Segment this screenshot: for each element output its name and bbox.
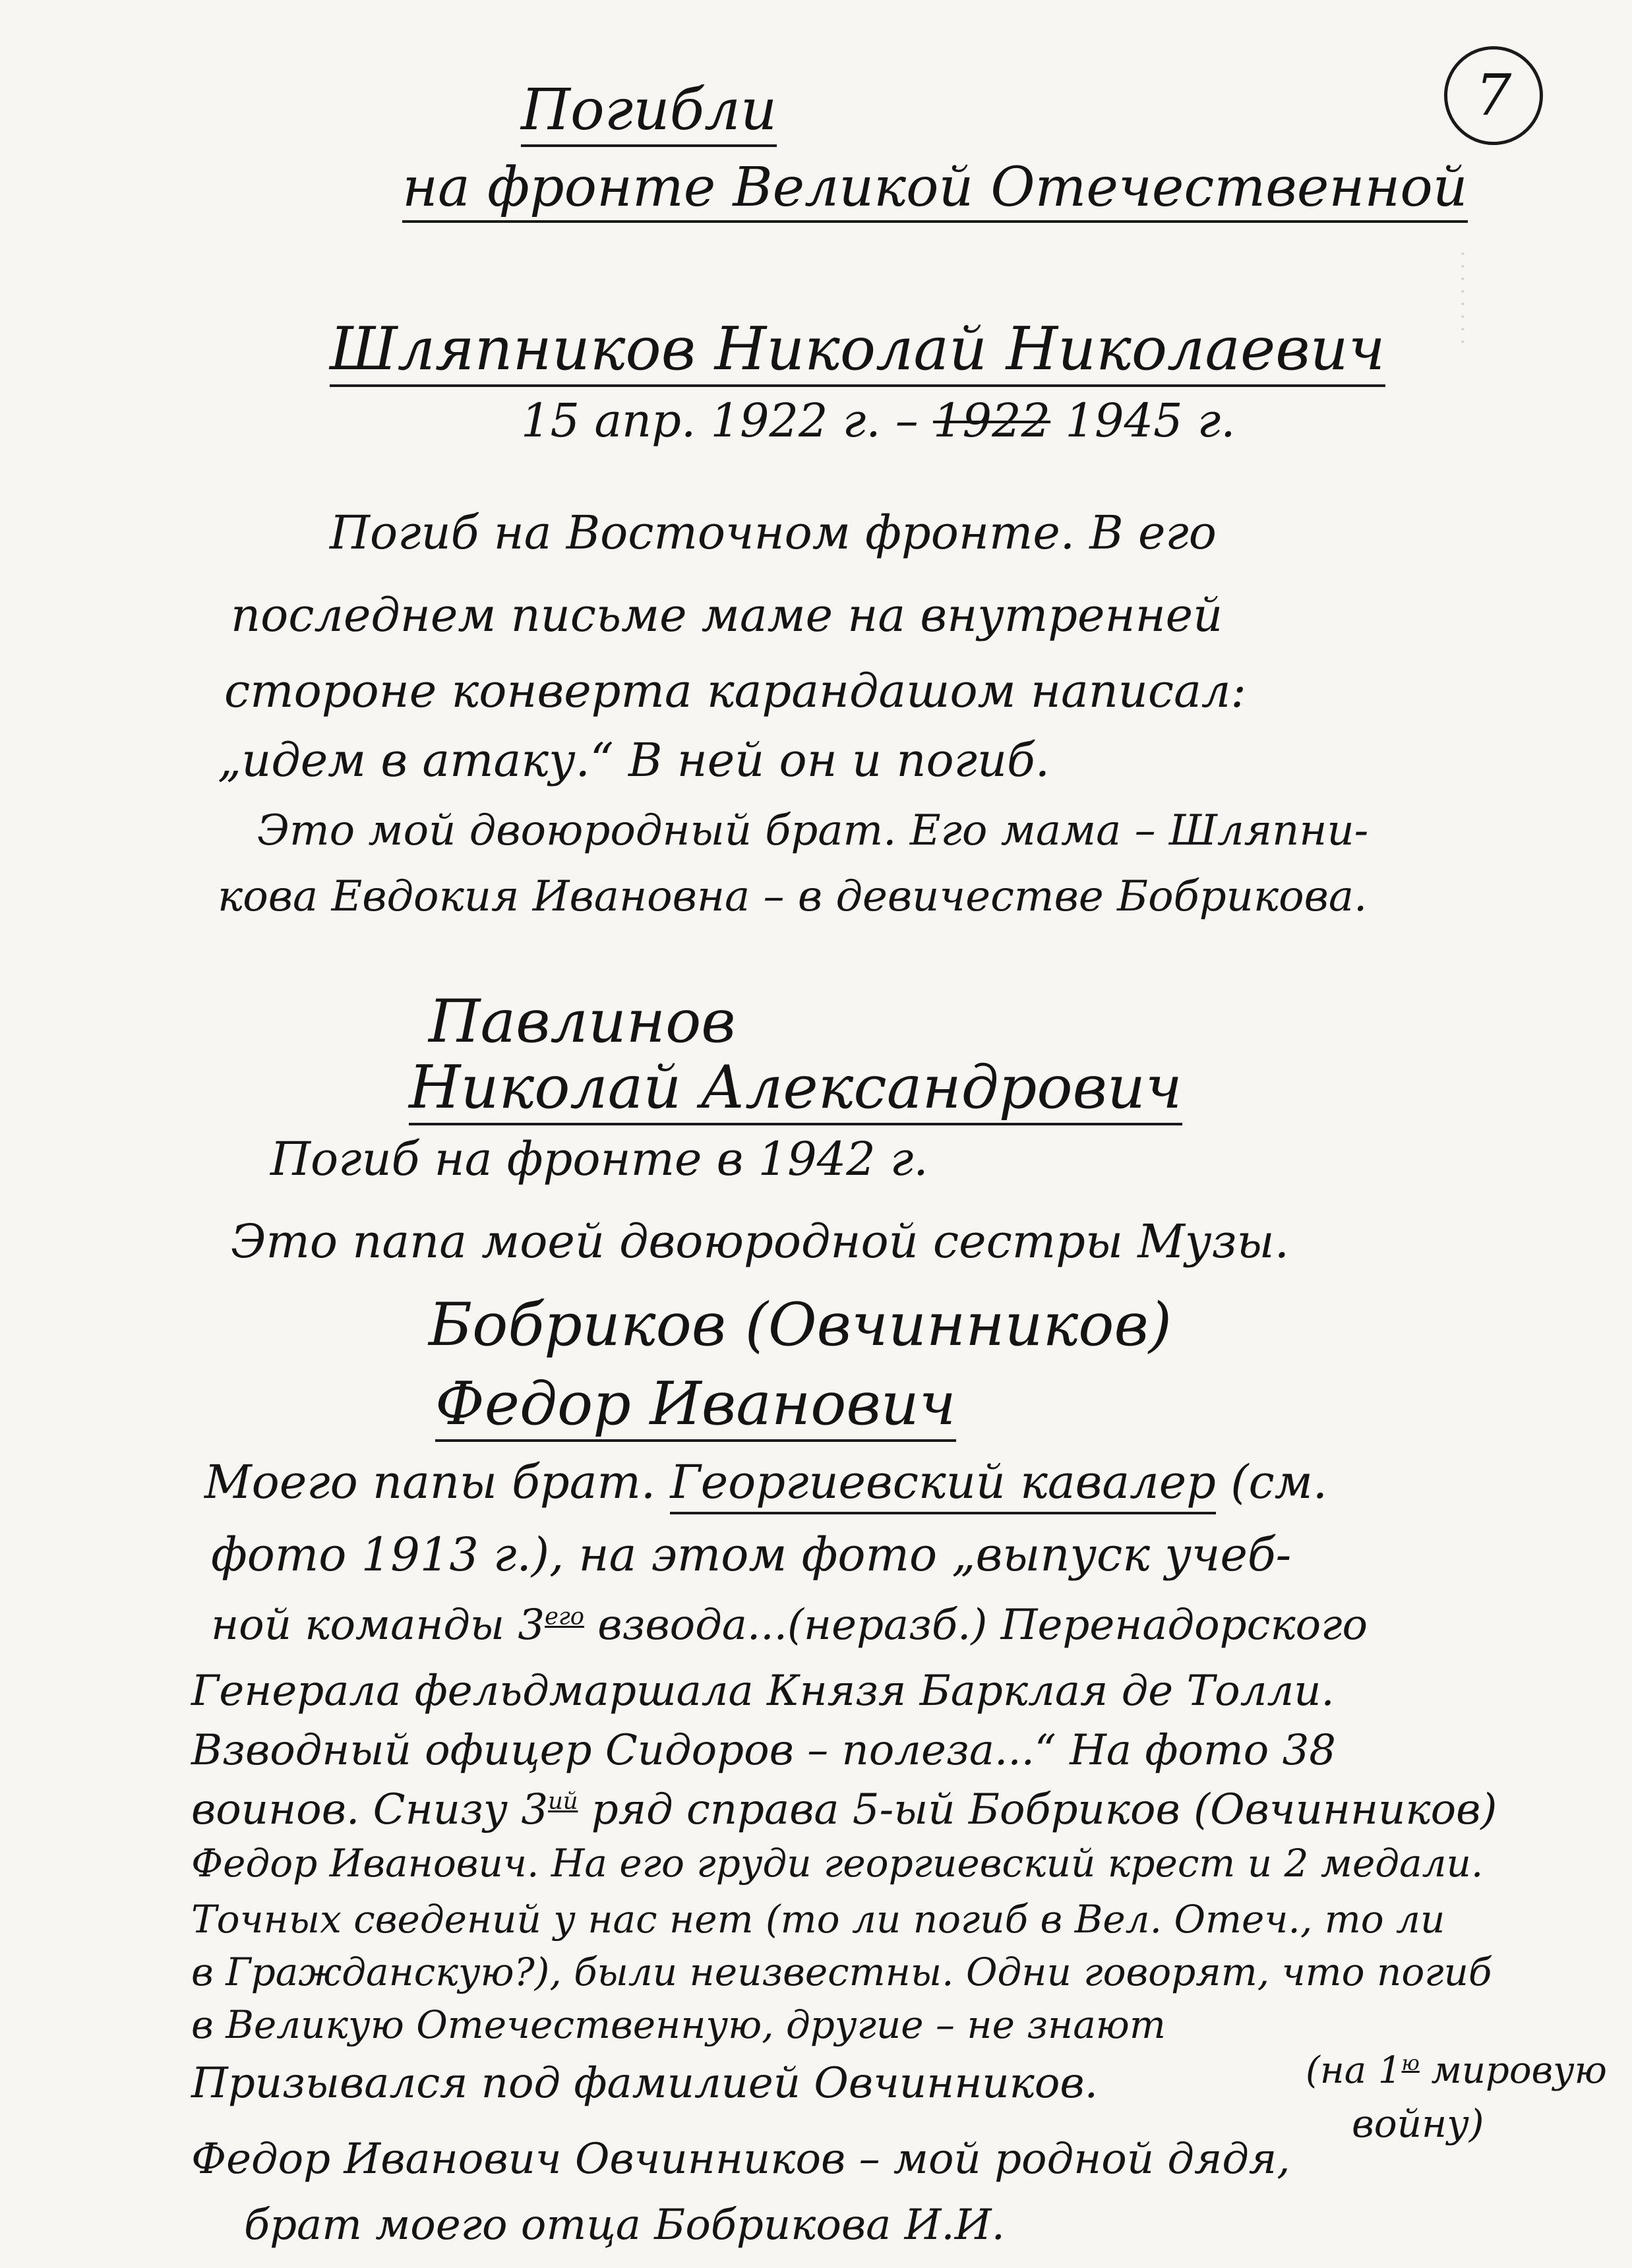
entry-line: Погиб на фронте в 1942 г. (270, 1132, 928, 1186)
line-text: воинов. Снизу 3 (191, 1785, 549, 1834)
line-text: мировую (1431, 2049, 1607, 2092)
entry-line: фото 1913 г.), на этом фото „выпуск учеб- (211, 1528, 1292, 1582)
entry-name-given: Федор Иванович (435, 1371, 956, 1442)
bleed-through-text: · · · · · · · · (1451, 251, 1474, 345)
line-text: ряд справа 5-ый Бобриков (Овчинников) (591, 1785, 1497, 1834)
superscript: ий (548, 1787, 578, 1815)
entry-line: Генерала фельдмаршала Князя Барклая де Толли. (191, 1667, 1335, 1716)
underlined-text: Георгиевский кавалер (670, 1455, 1216, 1514)
entry-line: „идем в атаку.“ В ней он и погиб. (218, 733, 1050, 787)
entry-line: Это папа моей двоюродной сестры Музы. (231, 1214, 1289, 1268)
line-text: Моего папы брат. (204, 1455, 656, 1509)
margin-note: войну) (1352, 2101, 1484, 2146)
page-title: Погибли (521, 79, 777, 147)
margin-note (1306, 2050, 1607, 2091)
entry-line (211, 1602, 1368, 1648)
entry-name-given: Николай Александрович (409, 1055, 1182, 1125)
entry-line: стороне конверта карандашом написал: (224, 664, 1246, 718)
line-text: (на 1 (1306, 2049, 1402, 2092)
entry-line: в Великую Отечественную, другие – не знают (191, 2002, 1166, 2047)
line-text: взвода...(неразб.) Перенадорского (597, 1601, 1368, 1650)
page-number: 7 (1444, 46, 1543, 145)
date-born: 15 апр. 1922 г. – (521, 394, 919, 448)
entry-line: Федор Иванович Овчинников – мой родной дядя, (191, 2135, 1290, 2184)
page-subtitle: на фронте Великой Отечественной (402, 158, 1468, 223)
entry-line: брат моего отца Бобрикова И.И. (244, 2201, 1005, 2250)
entry-line: последнем письме маме на внутренней (231, 588, 1223, 642)
entry-line (204, 1457, 1327, 1508)
entry-name-surname: Павлинов (429, 987, 736, 1056)
date-struck: 1922 (933, 394, 1051, 448)
entry-name: Шляпников Николай Николаевич (330, 316, 1385, 387)
line-text: (см. (1230, 1455, 1328, 1509)
superscript: ю (1401, 2051, 1420, 2075)
entry-line: Это мой двоюродный брат. Его мама – Шляпни- (257, 806, 1369, 855)
entry-line: Федор Иванович. На его груди георгиевский крест и 2 медали. (191, 1841, 1484, 1886)
date-died: 1945 г. (1065, 394, 1236, 448)
entry-line (191, 1787, 1497, 1833)
entry-line: кова Евдокия Ивановна – в девичестве Бобрикова. (218, 872, 1368, 921)
entry-line: в Гражданскую?), были неизвестны. Одни говорят, что погиб (191, 1950, 1492, 1994)
entry-line: Взводный офицер Сидоров – полеза...“ На фото 38 (191, 1726, 1336, 1775)
entry-name-surname: Бобриков (Овчинников) (429, 1290, 1172, 1359)
line-text: ной команды 3 (211, 1601, 545, 1650)
superscript: его (545, 1603, 584, 1630)
entry-line: Призывался под фамилией Овчинников. (191, 2059, 1098, 2108)
entry-dates (521, 396, 1235, 446)
entry-line: Точных сведений у нас нет (то ли погиб в Вел. Отеч., то ли (191, 1897, 1445, 1942)
entry-line: Погиб на Восточном фронте. В его (330, 506, 1217, 560)
